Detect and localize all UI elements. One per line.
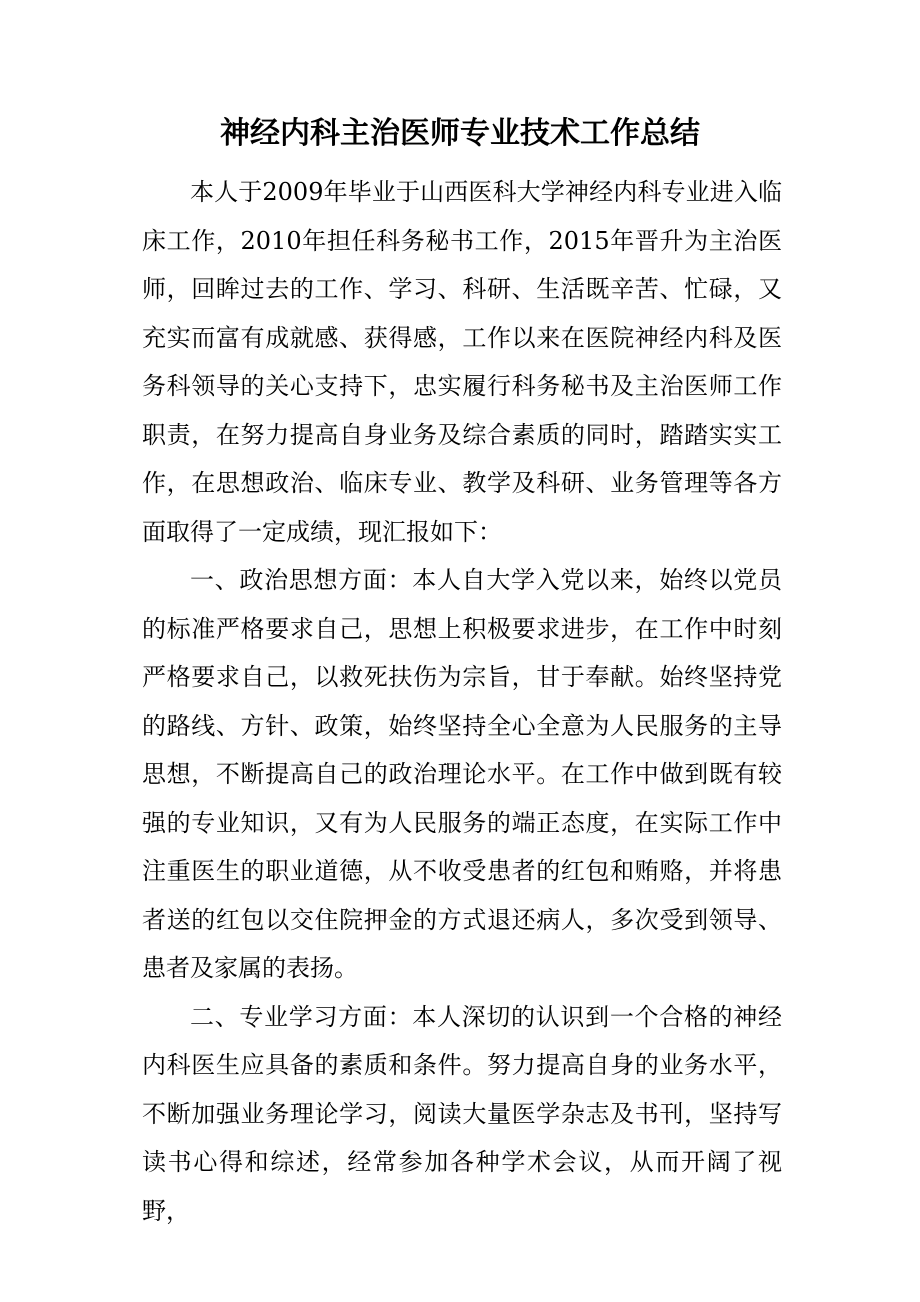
paragraph-political-thought: 一、政治思想方面：本人自大学入党以来，始终以党员的标准严格要求自己，思想上积极要求进步，在工作中时刻严格要求自己，以救死扶伤为宗旨，甘于奉献。始终坚持党的路线、方针、政策，始终坚持全心全意为人民服务的主导思想，不断提高自己的政治理论水平。在工作中做到既有较强的专业知识，又有为人民服务的端正态度，在实际工作中注重医生的职业道德，从不收受患者的红包和贿赂，并将患者送的红包以交住院押金的方式退还病人，多次受到领导、患者及家属的表扬。 [142, 566, 782, 982]
document-body [142, 168, 782, 1235]
paragraph-professional-study: 二、专业学习方面：本人深切的认识到一个合格的神经内科医生应具备的素质和条件。努力提高自身的业务水平，不断加强业务理论学习，阅读大量医学杂志及书刊，坚持写读书心得和综述，经常参加各种学术会议，从而开阔了视野， [142, 1002, 782, 1225]
document-title: 神经内科主治医师专业技术工作总结 [220, 116, 700, 151]
paragraph-intro: 本人于2009年毕业于山西医科大学神经内科专业进入临床工作，2010年担任科务秘书工作，2015年晋升为主治医师，回眸过去的工作、学习、科研、生活既辛苦、忙碌，又充实而富有成就感、获得感，工作以来在医院神经内科及医务科领导的关心支持下，忠实履行科务秘书及主治医师工作职责，在努力提高自身业务及综合素质的同时，踏踏实实工作，在思想政治、临床专业、教学及科研、业务管理等各方面取得了一定成绩，现汇报如下： [142, 178, 782, 546]
